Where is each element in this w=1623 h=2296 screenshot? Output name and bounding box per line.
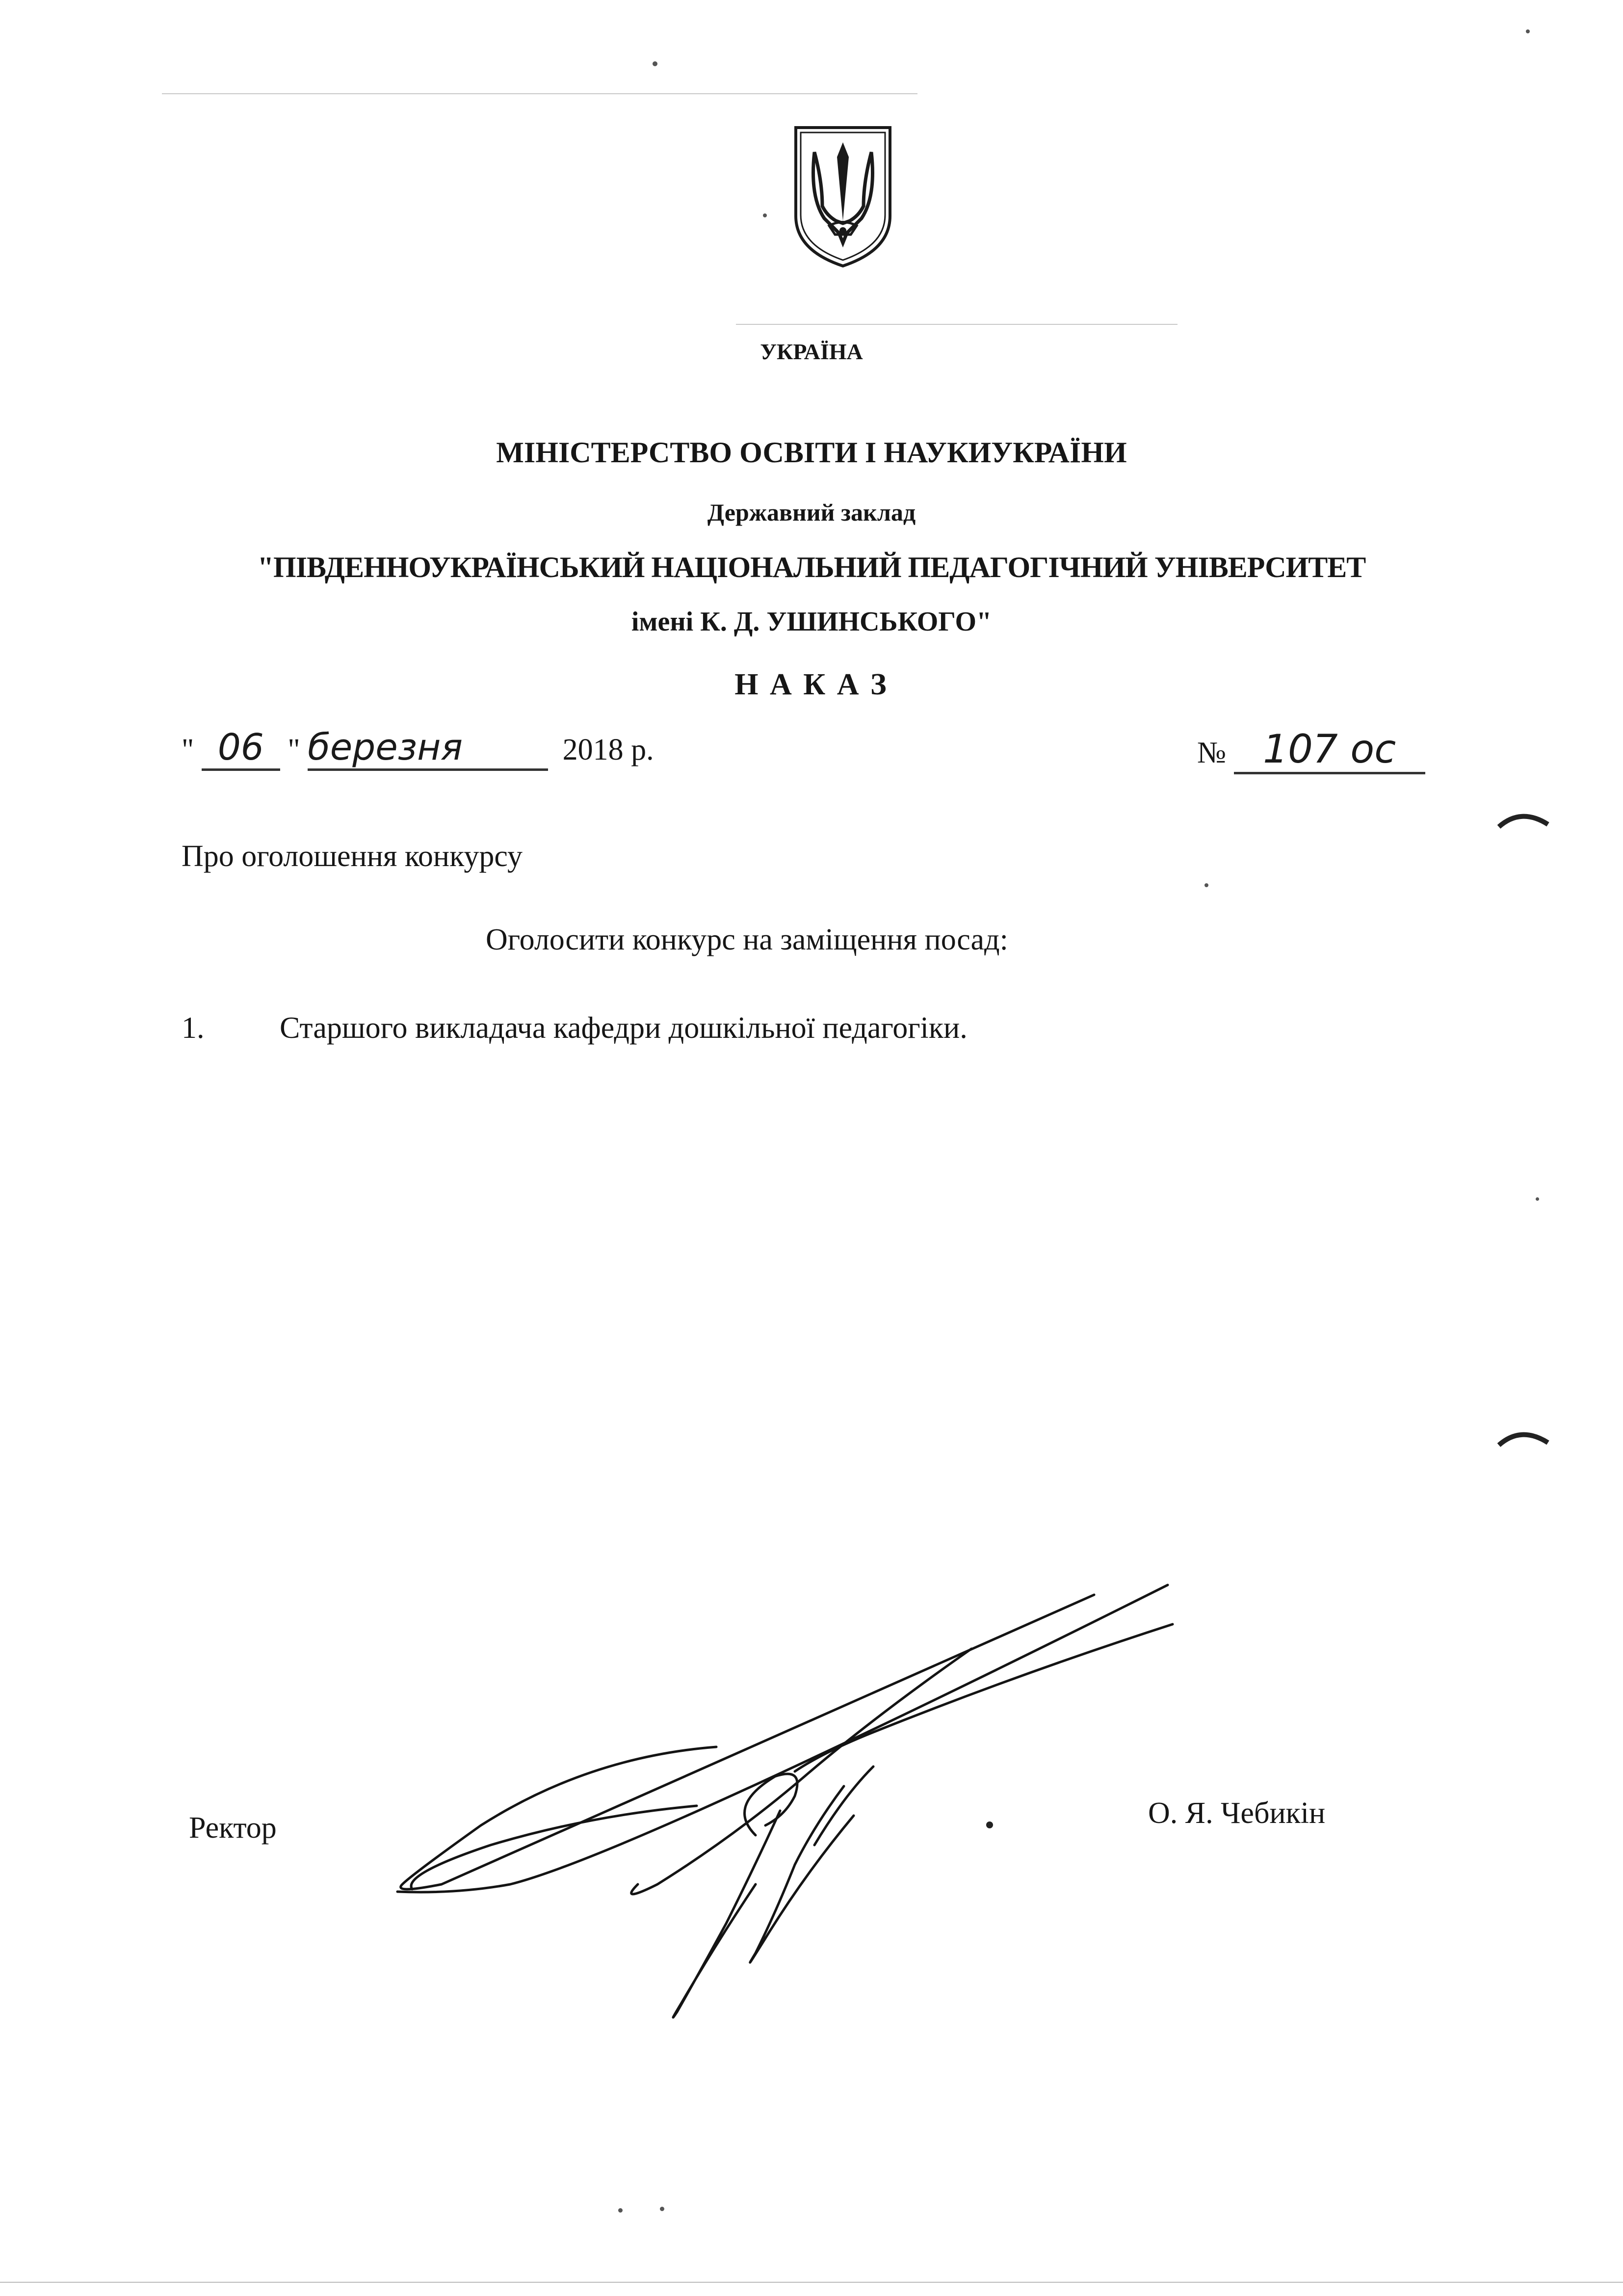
order-number-value: 107 ос	[1234, 726, 1425, 774]
order-number	[1197, 726, 1425, 775]
scan-speck	[1204, 883, 1208, 887]
date-close-quote: "	[288, 733, 300, 766]
date-day: 06	[202, 726, 280, 771]
coat-of-arms-icon	[790, 123, 896, 270]
order-subject: Про оголошення конкурсу	[182, 840, 523, 873]
list-item-number: 1.	[182, 1011, 205, 1045]
scan-speck	[618, 2208, 623, 2213]
order-date	[182, 726, 654, 775]
scan-speck	[660, 2207, 664, 2211]
date-month: березня	[308, 726, 548, 771]
scan-speck	[653, 61, 657, 66]
university-name-line1: "ПІВДЕННОУКРАЇНСЬКИЙ НАЦІОНАЛЬНИЙ ПЕДАГОГІЧНИЙ УНІВЕРСИТЕТ	[257, 551, 1366, 583]
scan-line	[0, 2282, 1623, 2283]
signatory-name: О. Я. Чебикін	[1148, 1796, 1326, 1830]
scan-speck	[1536, 1197, 1539, 1201]
order-number-sign: №	[1197, 736, 1227, 769]
order-body-intro: Оголосити конкурс на заміщення посад:	[486, 923, 1008, 956]
punch-hole-mark	[1496, 805, 1550, 834]
date-year: 2018 р.	[562, 733, 654, 766]
date-open-quote: "	[182, 733, 194, 766]
list-item-text: Старшого викладача кафедри дошкільної педагогіки.	[280, 1011, 968, 1045]
scan-line	[162, 93, 917, 94]
country-name: УКРАЇНА	[760, 339, 863, 364]
scan-speck	[1526, 29, 1530, 33]
university-name-line2: імені К. Д. УШИНСЬКОГО"	[631, 607, 992, 637]
scan-speck	[763, 213, 767, 217]
scan-line	[736, 324, 1178, 325]
signature-image	[383, 1570, 1217, 2041]
list-item	[182, 1011, 968, 1046]
institution-type: Державний заклад	[707, 499, 916, 526]
document-type-heading: Н А К А З	[734, 668, 889, 701]
punch-hole-mark	[1496, 1423, 1550, 1452]
ministry-name: МІНІСТЕРСТВО ОСВІТИ І НАУКИУКРАЇНИ	[496, 436, 1127, 469]
signatory-title: Ректор	[189, 1811, 277, 1845]
